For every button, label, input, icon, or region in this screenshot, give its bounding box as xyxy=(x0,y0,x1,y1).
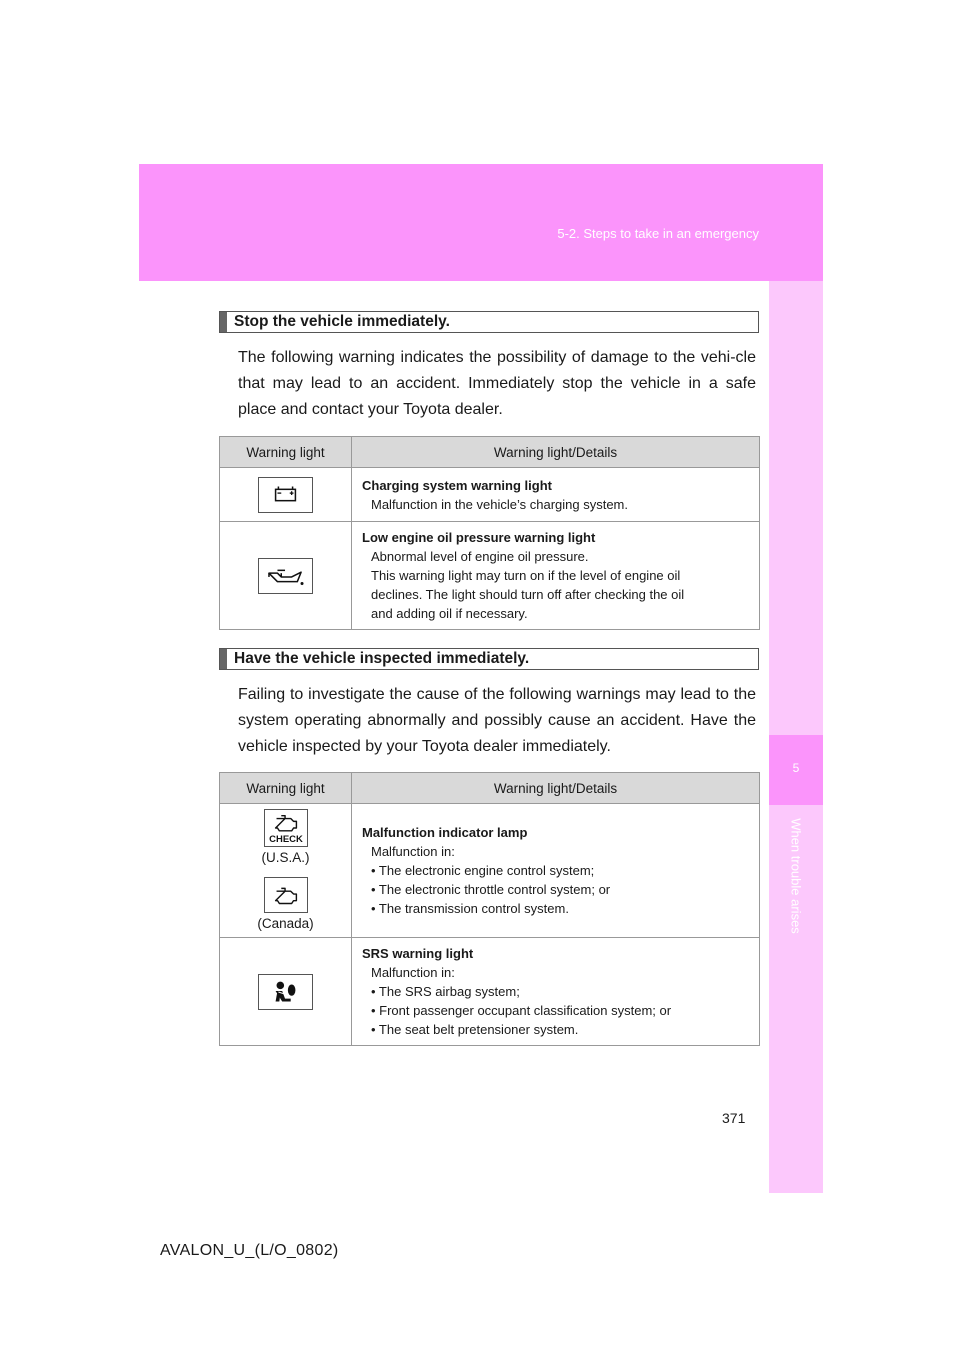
warning-table-inspect xyxy=(219,772,760,1046)
detail-line: declines. The light should turn off after checking the oil xyxy=(371,587,685,602)
detail-cell xyxy=(352,938,760,1046)
section-heading-stop xyxy=(219,311,759,333)
detail-cell xyxy=(352,522,760,630)
detail-cell xyxy=(352,468,760,522)
detail-line: • Front passenger occupant classification system; or xyxy=(371,1003,672,1018)
detail-line: Abnormal level of engine oil pressure. xyxy=(371,549,589,564)
chapter-label: When trouble arises xyxy=(788,818,804,934)
warning-table-stop xyxy=(219,436,760,630)
check-engine-icon xyxy=(264,809,308,847)
chapter-tab xyxy=(769,735,823,805)
table-row xyxy=(220,804,760,938)
column-header: Warning light xyxy=(220,773,352,804)
table-row xyxy=(220,522,760,630)
detail-line: • The SRS airbag system; xyxy=(371,984,520,999)
section-paragraph-stop: The following warning indicates the possibility of damage to the vehi-cle that may lead to an accident. Immediately stop the vehicle in a safe place and contact your Toyota dealer. xyxy=(238,349,756,418)
svg-text:CHECK: CHECK xyxy=(268,833,303,845)
detail-line: • The transmission control system. xyxy=(371,901,569,916)
column-header: Warning light xyxy=(220,437,352,468)
item-title: Malfunction indicator lamp xyxy=(362,825,528,840)
heading-text: Have the vehicle inspected immediately. xyxy=(234,650,530,667)
icon-cell xyxy=(220,468,352,522)
table-row xyxy=(220,468,760,522)
section-title: 5-2. Steps to take in an emergency xyxy=(557,226,759,241)
detail-line: • The electronic throttle control system; or xyxy=(371,882,611,897)
detail-line: • The seat belt pretensioner system. xyxy=(371,1022,579,1037)
region-label: (U.S.A.) xyxy=(261,849,310,865)
icon-cell xyxy=(220,938,352,1046)
column-header: Warning light/Details xyxy=(352,437,760,468)
item-title: Charging system warning light xyxy=(362,477,552,493)
page-number: 371 xyxy=(722,1110,746,1126)
section-paragraph-inspect: Failing to investigate the cause of the following warnings may lead to the system operating abnormally and possibly cause an accident. Have the vehicle inspected by your Toyota dealer immediately. xyxy=(238,686,756,755)
table-row xyxy=(220,938,760,1046)
table-header-row xyxy=(220,773,760,804)
item-title: Low engine oil pressure warning light xyxy=(362,530,596,545)
oil-can-icon xyxy=(258,558,313,594)
footer-code: AVALON_U_(L/O_0802) xyxy=(160,1242,339,1259)
chapter-label-box xyxy=(769,806,823,946)
detail-line: This warning light may turn on if the level of engine oil xyxy=(371,568,681,583)
icon-cell xyxy=(220,804,352,938)
detail-line: Malfunction in: xyxy=(371,965,455,980)
battery-icon xyxy=(258,477,313,513)
header-band xyxy=(139,164,823,281)
chapter-number: 5 xyxy=(792,761,800,775)
column-header: Warning light/Details xyxy=(352,773,760,804)
table-header-row xyxy=(220,437,760,468)
detail-line: • The electronic engine control system; xyxy=(371,863,595,878)
heading-text: Stop the vehicle immediately. xyxy=(234,313,450,330)
engine-icon xyxy=(264,877,308,913)
detail-line: and adding oil if necessary. xyxy=(371,606,528,621)
icon-cell xyxy=(220,522,352,630)
detail-cell xyxy=(352,804,760,938)
section-heading-inspect xyxy=(219,648,759,670)
item-title: SRS warning light xyxy=(362,946,474,961)
detail-line: Malfunction in the vehicle’s charging system. xyxy=(371,496,628,512)
heading-bar xyxy=(220,312,227,332)
heading-bar xyxy=(220,649,227,669)
detail-line: Malfunction in: xyxy=(371,844,455,859)
srs-airbag-icon xyxy=(258,974,313,1010)
region-label: (Canada) xyxy=(257,915,314,931)
